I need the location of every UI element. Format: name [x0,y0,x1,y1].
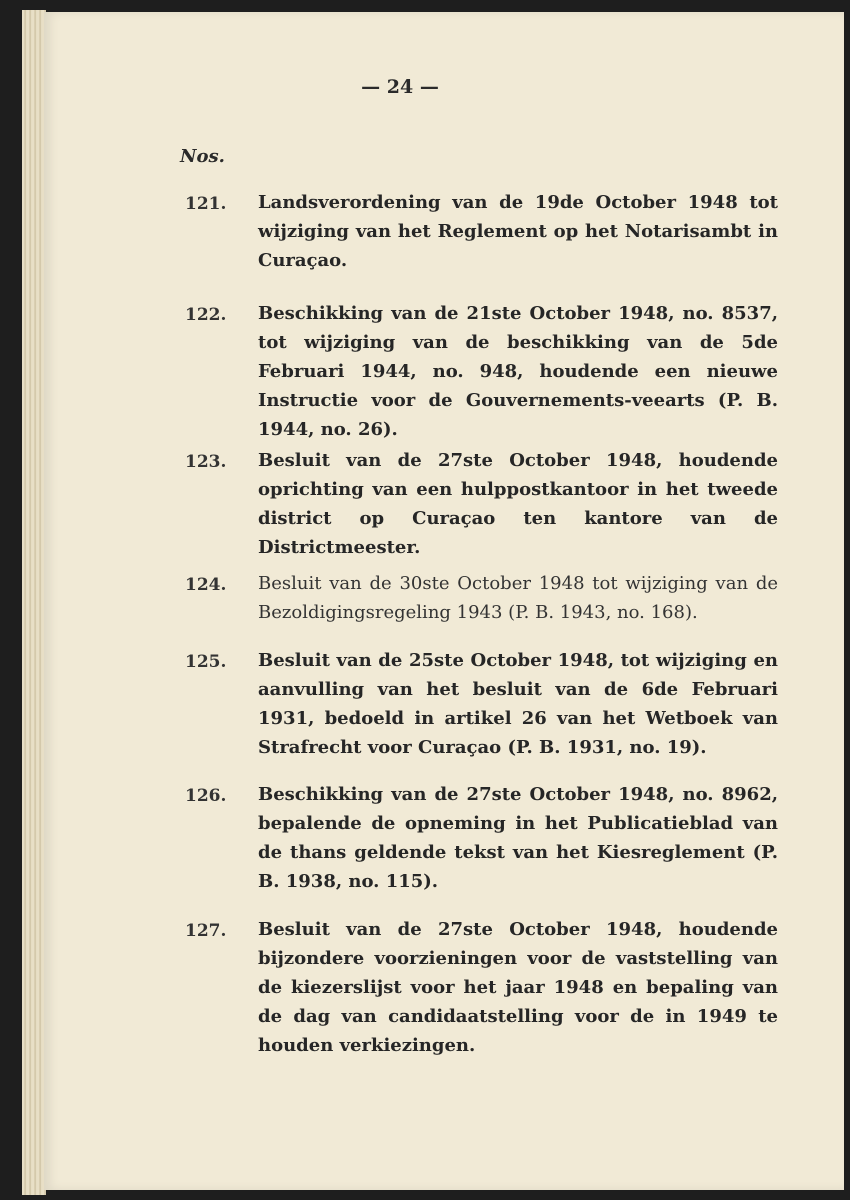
nos-label: Nos. [180,146,225,167]
entry-number: 123. [185,452,227,472]
entry-text: Besluit van de 27ste October 1948, houdende oprichting van een hulppostkantoor in het tweede district op Curaçao ten kantore van de Districtmeester. [258,450,778,558]
entry-text: Besluit van de 25ste October 1948, tot wijziging en aanvulling van het besluit van de 6de Februari 1931, bedoeld in artikel 26 van het Wetboek van Strafrecht voor Curaçao (P. B. 1931, no. 19). [258,650,778,758]
entry-text: Besluit van de 30ste October 1948 tot wijziging van de Bezoldigingsregeling 1943 (P. B. 1943, no. 168). [258,573,778,623]
entry-number: 124. [185,575,227,595]
entry-number: 127. [185,921,227,941]
entry-number: 122. [185,305,227,325]
page-number: — 24 — [361,76,439,98]
entry-text: Besluit van de 27ste October 1948, houdende bijzondere voorzieningen voor de vaststelling van de kiezerslijst voor het jaar 1948 en bepaling van de dag van candidaatstelling voor de in 1949 te houden verkiezingen. [258,919,778,1056]
entry-number: 125. [185,652,227,672]
entry-text: Beschikking van de 21ste October 1948, no. 8537, tot wijziging van de beschikking van de 5de Februari 1944, no. 948, houdende een nieuwe Instructie voor de Gouvernements-veearts (P. B. 1944, no. 26). [258,303,778,440]
entry-number: 121. [185,194,227,214]
entry-text: Beschikking van de 27ste October 1948, no. 8962, bepalende de opneming in het Publicatieblad van de thans geldende tekst van het Kiesreglement (P. B. 1938, no. 115). [258,784,778,892]
page-edge-stack [22,10,46,1195]
entry-text: Landsverordening van de 19de October 1948 tot wijziging van het Reglement op het Notarisambt in Curaçao. [258,192,778,271]
entry-number: 126. [185,786,227,806]
